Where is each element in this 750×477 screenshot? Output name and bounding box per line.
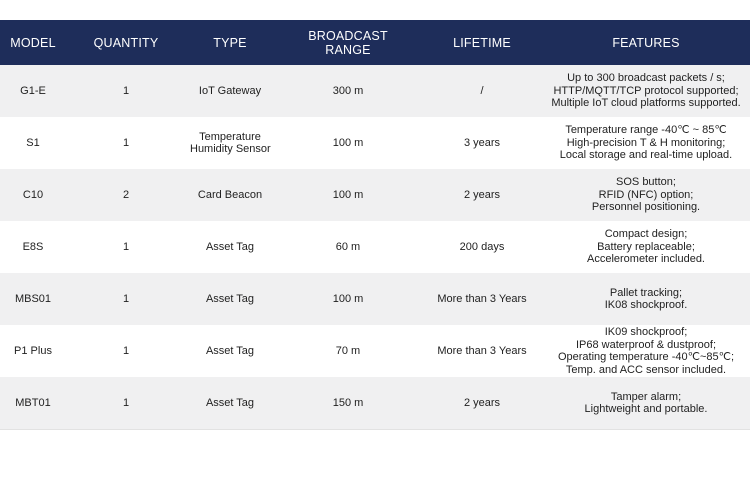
feature-line: Personnel positioning. bbox=[591, 201, 701, 214]
cell-quantity: 1 bbox=[66, 65, 186, 117]
feature-line: Pallet tracking; bbox=[609, 286, 683, 299]
feature-line: High-precision T & H monitoring; bbox=[566, 136, 726, 149]
cell-features bbox=[542, 377, 750, 430]
cell-model: S1 bbox=[0, 117, 66, 169]
feature-line: RFID (NFC) option; bbox=[598, 188, 694, 201]
type-line: IoT Gateway bbox=[198, 84, 262, 97]
cell-lifetime: 2 years bbox=[422, 377, 542, 430]
table-row bbox=[0, 117, 750, 169]
cell-features bbox=[542, 169, 750, 221]
table-row bbox=[0, 169, 750, 221]
header-row bbox=[0, 20, 750, 65]
table-row bbox=[0, 273, 750, 325]
feature-line: Temp. and ACC sensor included. bbox=[565, 363, 727, 376]
cell-broadcast-range: 100 m bbox=[274, 117, 422, 169]
feature-line: Up to 300 broadcast packets / s; bbox=[567, 72, 725, 85]
cell-quantity: 1 bbox=[66, 117, 186, 169]
feature-line: Tamper alarm; bbox=[610, 390, 682, 403]
feature-line: Lightweight and portable. bbox=[584, 403, 708, 415]
product-spec-table bbox=[0, 20, 750, 430]
table-row bbox=[0, 65, 750, 117]
cell-broadcast-range: 60 m bbox=[274, 221, 422, 273]
type-line: Asset Tag bbox=[205, 396, 255, 409]
feature-line: SOS button; bbox=[616, 176, 676, 189]
type-line: Card Beacon bbox=[197, 188, 263, 201]
header-lifetime: LIFETIME bbox=[422, 20, 542, 65]
feature-line: Multiple IoT cloud platforms supported. bbox=[551, 97, 741, 110]
feature-line: Temperature range -40℃ ~ 85℃ bbox=[565, 124, 727, 137]
table-row bbox=[0, 325, 750, 377]
cell-lifetime: 2 years bbox=[422, 169, 542, 221]
type-line: Asset Tag bbox=[205, 344, 255, 357]
header-type: TYPE bbox=[186, 20, 274, 65]
cell-model: G1-E bbox=[0, 65, 66, 117]
cell-lifetime: More than 3 Years bbox=[422, 325, 542, 377]
header-range-line2: RANGE bbox=[325, 42, 371, 57]
feature-line: Compact design; bbox=[604, 228, 688, 241]
type-line: Asset Tag bbox=[205, 292, 255, 305]
cell-model: E8S bbox=[0, 221, 66, 273]
feature-line: HTTP/MQTT/TCP protocol supported; bbox=[553, 84, 739, 97]
cell-model: MBT01 bbox=[0, 377, 66, 430]
feature-line: IK08 shockproof. bbox=[604, 299, 688, 311]
header-quantity: QUANTITY bbox=[66, 20, 186, 65]
cell-features bbox=[542, 273, 750, 325]
cell-broadcast-range: 100 m bbox=[274, 273, 422, 325]
cell-quantity: 1 bbox=[66, 325, 186, 377]
cell-lifetime: More than 3 Years bbox=[422, 273, 542, 325]
feature-line: Accelerometer included. bbox=[586, 253, 705, 266]
header-broadcast-range bbox=[274, 20, 422, 65]
type-line: Asset Tag bbox=[205, 240, 255, 253]
cell-broadcast-range: 70 m bbox=[274, 325, 422, 377]
cell-broadcast-range: 300 m bbox=[274, 65, 422, 117]
cell-type bbox=[186, 169, 274, 221]
cell-features bbox=[542, 117, 750, 169]
cell-type bbox=[186, 117, 274, 169]
feature-line: Operating temperature -40℃~85℃; bbox=[557, 351, 735, 363]
cell-quantity: 1 bbox=[66, 377, 186, 430]
cell-type bbox=[186, 65, 274, 117]
cell-lifetime: 3 years bbox=[422, 117, 542, 169]
cell-broadcast-range: 150 m bbox=[274, 377, 422, 430]
feature-line: IP68 waterproof & dustproof; bbox=[575, 338, 717, 351]
table-row bbox=[0, 221, 750, 273]
cell-type bbox=[186, 325, 274, 377]
feature-line: IK09 shockproof; bbox=[604, 326, 688, 338]
cell-type bbox=[186, 377, 274, 430]
cell-features bbox=[542, 325, 750, 377]
header-range-line1: BROADCAST bbox=[308, 28, 388, 43]
type-line: Temperature bbox=[199, 130, 261, 143]
cell-features bbox=[542, 65, 750, 117]
cell-model: MBS01 bbox=[0, 273, 66, 325]
cell-features bbox=[542, 221, 750, 273]
cell-quantity: 1 bbox=[66, 273, 186, 325]
cell-type bbox=[186, 273, 274, 325]
cell-quantity: 2 bbox=[66, 169, 186, 221]
table-body bbox=[0, 65, 750, 430]
table-header bbox=[0, 20, 750, 65]
cell-model: C10 bbox=[0, 169, 66, 221]
product-table-container bbox=[0, 20, 750, 430]
cell-quantity: 1 bbox=[66, 221, 186, 273]
feature-line: Battery replaceable; bbox=[597, 240, 695, 253]
cell-lifetime: / bbox=[422, 65, 542, 117]
header-model: MODEL bbox=[0, 20, 66, 65]
header-features: FEATURES bbox=[542, 20, 750, 65]
cell-broadcast-range: 100 m bbox=[274, 169, 422, 221]
feature-line: Local storage and real-time upload. bbox=[559, 149, 733, 162]
type-line: Humidity Sensor bbox=[190, 143, 271, 155]
cell-model: P1 Plus bbox=[0, 325, 66, 377]
table-row bbox=[0, 377, 750, 430]
cell-type bbox=[186, 221, 274, 273]
cell-lifetime: 200 days bbox=[422, 221, 542, 273]
